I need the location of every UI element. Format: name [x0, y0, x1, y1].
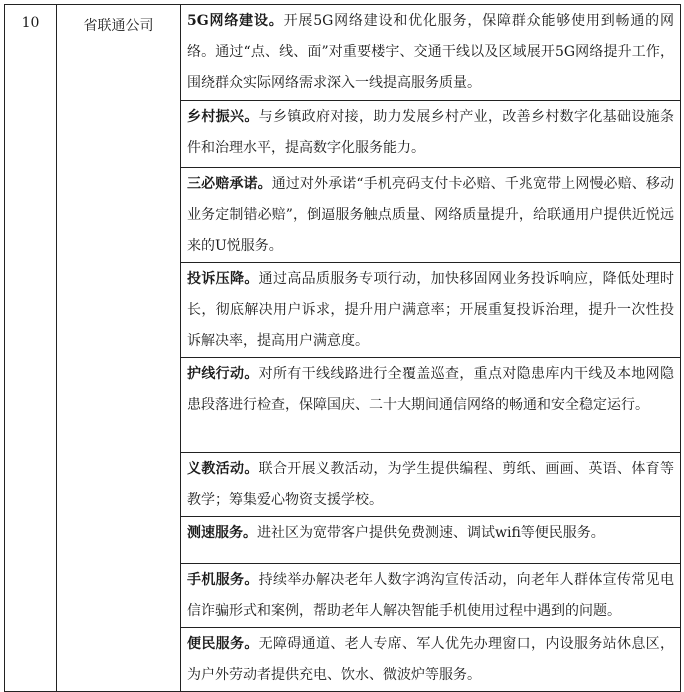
item-title: 三必赔承诺。: [187, 176, 272, 192]
service-item: [181, 453, 681, 517]
service-item: [181, 101, 681, 168]
item-text: 开展5G网络建设和优化服务，保障群众能够使用到畅通的网络。通过“点、线、面”对重要楼宇、交通干线以及区域展开5G网络提升工作，围绕群众实际网络需求深入一线提高服务质量。: [187, 13, 674, 91]
service-item: [181, 263, 681, 358]
item-text: 通过对外承诺“手机亮码支付卡必赔、千兆宽带上网慢必赔、移动业务定制错必赔”，倒逼服务触点质量、网络质量提升，给联通用户提供近悦远来的U悦服务。: [187, 176, 675, 254]
item-text: 联合开展义教活动，为学生提供编程、剪纸、画画、英语、体育等教学；筹集爱心物资支援学校。: [187, 461, 675, 508]
item-title: 护线行动。: [187, 366, 259, 382]
row-number: 10: [5, 5, 57, 692]
item-text: 无障碍通道、老人专席、军人优先办理窗口，内设服务站休息区，为户外劳动者提供充电、饮水、微波炉等服务。: [187, 636, 675, 683]
item-title: 便民服务。: [187, 636, 259, 652]
item-title: 测速服务。: [187, 525, 257, 541]
item-title: 手机服务。: [187, 572, 259, 588]
service-item: [181, 5, 681, 101]
unit-name: 省联通公司: [57, 5, 181, 692]
item-title: 投诉压降。: [187, 271, 259, 287]
service-item: [181, 168, 681, 263]
item-title: 义教活动。: [187, 461, 259, 477]
item-text: 与乡镇政府对接，助力发展乡村产业，改善乡村数字化基础设施条件和治理水平，提高数字化服务能力。: [187, 109, 675, 156]
service-table: [4, 4, 681, 692]
service-item: [181, 517, 681, 564]
item-text: 通过高品质服务专项行动，加快移固网业务投诉响应，降低处理时长，彻底解决用户诉求，提升用户满意率；开展重复投诉治理，提升一次性投诉解决率，提高用户满意度。: [187, 271, 675, 349]
item-text: 持续举办解决老年人数字鸿沟宣传活动，向老年人群体宣传常见电信诈骗形式和案例，帮助老年人解决智能手机使用过程中遇到的问题。: [187, 572, 675, 619]
item-title: 乡村振兴。: [187, 109, 259, 125]
item-text: 进社区为宽带客户提供免费测速、调试wifi等便民服务。: [257, 525, 605, 541]
service-item: [181, 628, 681, 692]
table-row: [5, 5, 681, 101]
item-text: 对所有干线线路进行全覆盖巡查，重点对隐患库内干线及本地网隐患段落进行检查，保障国庆、二十大期间通信网络的畅通和安全稳定运行。: [187, 366, 675, 413]
service-item: [181, 564, 681, 628]
item-title: 5G网络建设。: [187, 13, 284, 29]
service-item: [181, 358, 681, 453]
